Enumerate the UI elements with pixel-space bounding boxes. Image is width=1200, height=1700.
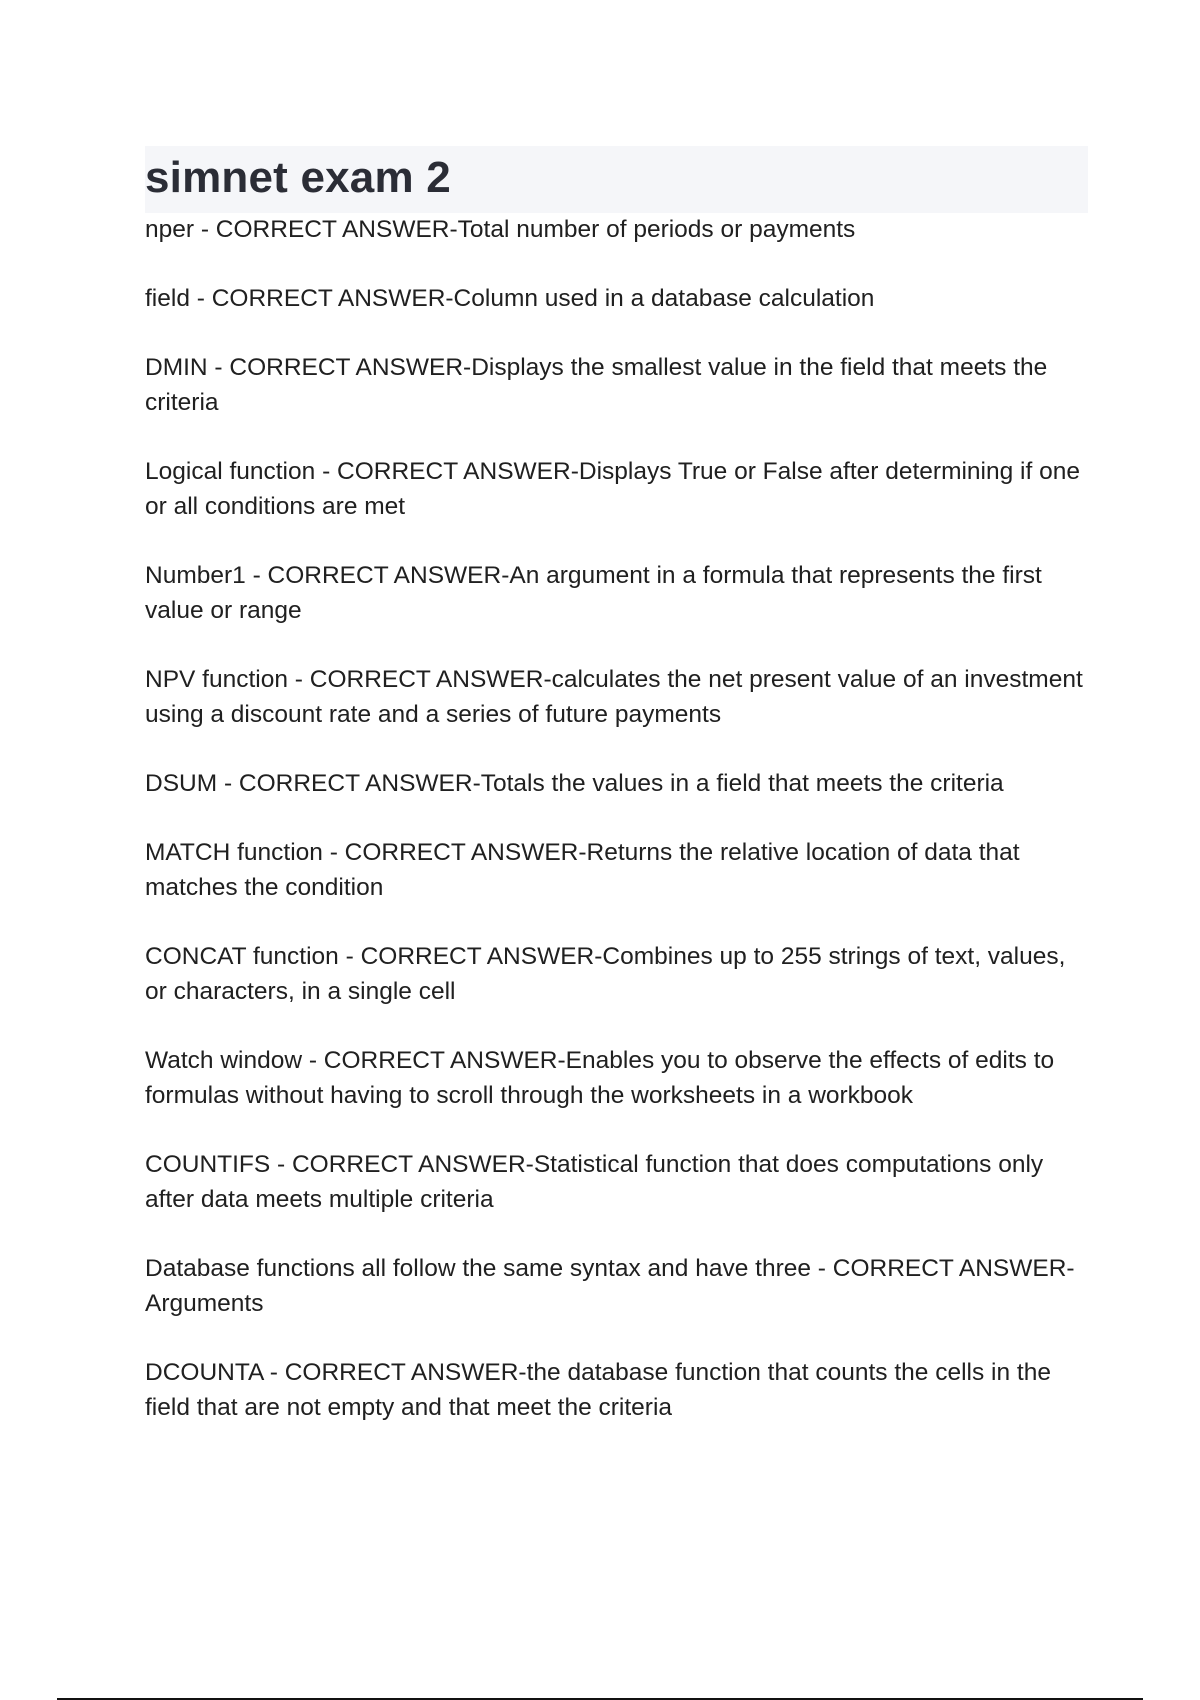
flashcard-nper: nper - CORRECT ANSWER-Total number of periods or payments [145, 216, 856, 243]
flashcard-npv-function: NPV function - CORRECT ANSWER-calculates the net present value of an investment using a discount rate and a series of future payments [145, 666, 1083, 728]
flashcard-countifs: COUNTIFS - CORRECT ANSWER-Statistical function that does computations only after data meets multiple criteria [145, 1151, 1044, 1213]
flashcard-number1: Number1 - CORRECT ANSWER-An argument in a formula that represents the first value or range [145, 562, 1042, 624]
flashcard-watch-window: Watch window - CORRECT ANSWER-Enables you to observe the effects of edits to formulas without having to scroll through the worksheets in a workbook [145, 1047, 1055, 1109]
flashcard-list [145, 212, 1090, 1425]
flashcard-logical-function: Logical function - CORRECT ANSWER-Displays True or False after determining if one or all conditions are met [145, 458, 1080, 520]
title-banner [145, 146, 1088, 213]
flashcard-field: field - CORRECT ANSWER-Column used in a database calculation [145, 285, 875, 312]
flashcard-match-function: MATCH function - CORRECT ANSWER-Returns the relative location of data that matches the condition [145, 839, 1020, 901]
flashcard-dcounta: DCOUNTA - CORRECT ANSWER-the database function that counts the cells in the field that are not empty and that meet the criteria [145, 1359, 1051, 1421]
flashcard-dsum: DSUM - CORRECT ANSWER-Totals the values in a field that meets the criteria [145, 770, 1004, 797]
flashcard-database-functions: Database functions all follow the same syntax and have three - CORRECT ANSWER-Arguments [145, 1255, 1075, 1317]
flashcard-dmin: DMIN - CORRECT ANSWER-Displays the smallest value in the field that meets the criteria [145, 354, 1048, 416]
flashcard-concat-function: CONCAT function - CORRECT ANSWER-Combines up to 255 strings of text, values, or characters, in a single cell [145, 943, 1066, 1005]
document-title: simnet exam 2 [145, 153, 451, 202]
